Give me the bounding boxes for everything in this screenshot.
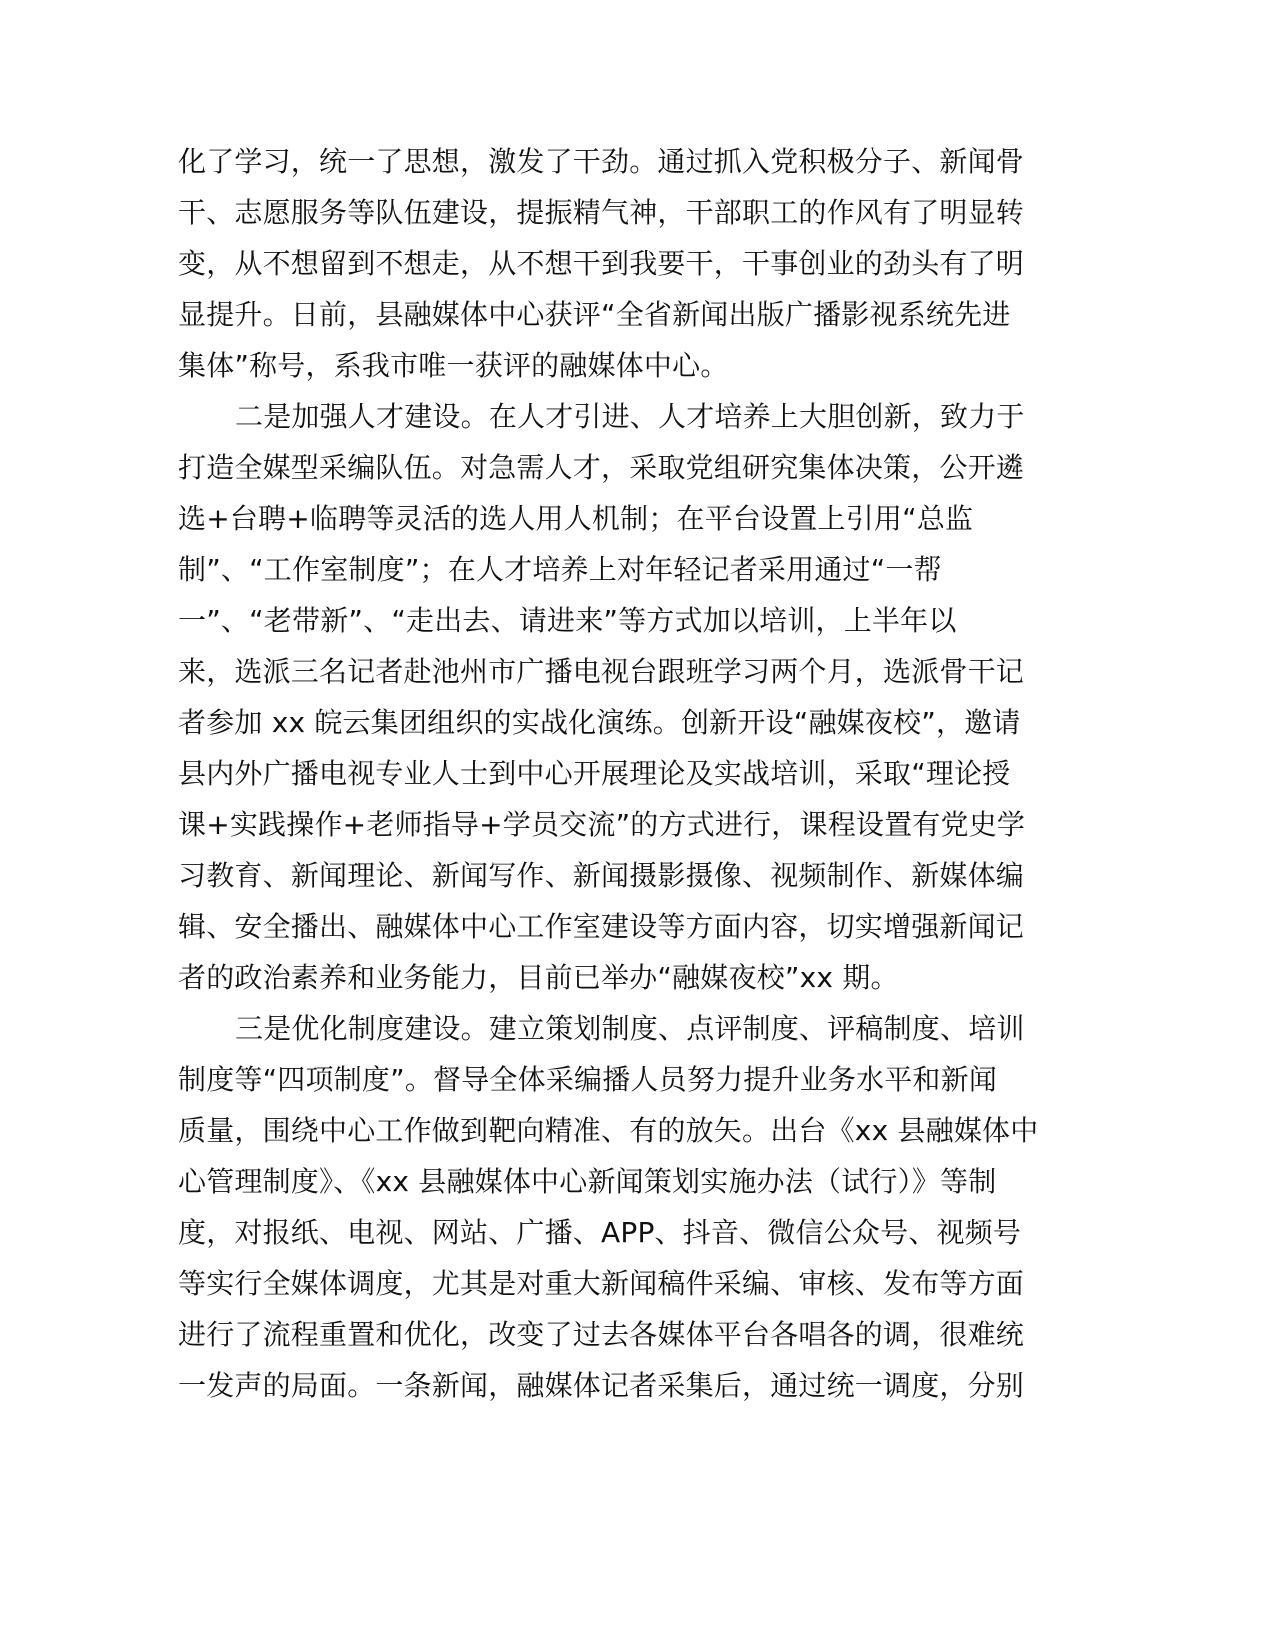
text-line: 课+实践操作+老师指导+学员交流”的方式进行，课程设置有党史学 [178, 808, 1026, 841]
text-line: 一发声的局面。一条新闻，融媒体记者采集后，通过统一调度，分别 [178, 1369, 1025, 1402]
paragraph-first-line: 二是加强人才建设。在人才引进、人才培养上大胆创新，致力于 [235, 400, 1025, 433]
text-line: 制”、“工作室制度”；在人才培养上对年轻记者采用通过“一帮 [178, 553, 942, 586]
text-line: 集体”称号，系我市唯一获评的融媒体中心。 [178, 349, 729, 382]
text-line: 显提升。日前，县融媒体中心获评“全省新闻出版广播影视系统先进 [178, 298, 1011, 331]
text-line: 心管理制度》、《xx 县融媒体中心新闻策划实施办法（试行）》等制 [178, 1165, 997, 1198]
text-line: 者参加 xx 皖云集团组织的实战化演练。创新开设“融媒夜校”，邀请 [178, 706, 1021, 739]
text-line: 来，选派三名记者赴池州市广播电视台跟班学习两个月，选派骨干记 [178, 655, 1025, 688]
text-line: 化了学习，统一了思想，激发了干劲。通过抓入党积极分子、新闻骨 [178, 145, 1025, 178]
text-line: 选+台聘+临聘等灵活的选人用人机制；在平台设置上引用“总监 [178, 502, 974, 535]
text-line: 者的政治素养和业务能力，目前已举办“融媒夜校”xx 期。 [178, 961, 899, 994]
text-line: 干、志愿服务等队伍建设，提振精气神，干部职工的作风有了明显转 [178, 196, 1025, 229]
text-line: 打造全媒型采编队伍。对急需人才，采取党组研究集体决策，公开遴 [178, 451, 1025, 484]
text-line: 变，从不想留到不想走，从不想干到我要干，干事创业的劲头有了明 [178, 247, 1025, 280]
text-line: 一”、“老带新”、“走出去、请进来”等方式加以培训，上半年以 [178, 604, 957, 637]
text-line: 制度等“四项制度”。督导全体采编播人员努力提升业务水平和新闻 [178, 1063, 998, 1096]
text-line: 度，对报纸、电视、网站、广播、APP、抖音、微信公众号、视频号 [178, 1216, 1022, 1249]
text-line: 进行了流程重置和优化，改变了过去各媒体平台各唱各的调，很难统 [178, 1318, 1025, 1351]
text-line: 质量，围绕中心工作做到靶向精准、有的放矢。出台《xx 县融媒体中 [178, 1114, 1039, 1147]
text-line: 习教育、新闻理论、新闻写作、新闻摄影摄像、视频制作、新媒体编 [178, 859, 1025, 892]
text-line: 等实行全媒体调度，尤其是对重大新闻稿件采编、审核、发布等方面 [178, 1267, 1025, 1300]
text-line: 辑、安全播出、融媒体中心工作室建设等方面内容，切实增强新闻记 [178, 910, 1025, 943]
text-line: 县内外广播电视专业人士到中心开展理论及实战培训，采取“理论授 [178, 757, 1011, 790]
paragraph-first-line: 三是优化制度建设。建立策划制度、点评制度、评稿制度、培训 [235, 1012, 1025, 1045]
